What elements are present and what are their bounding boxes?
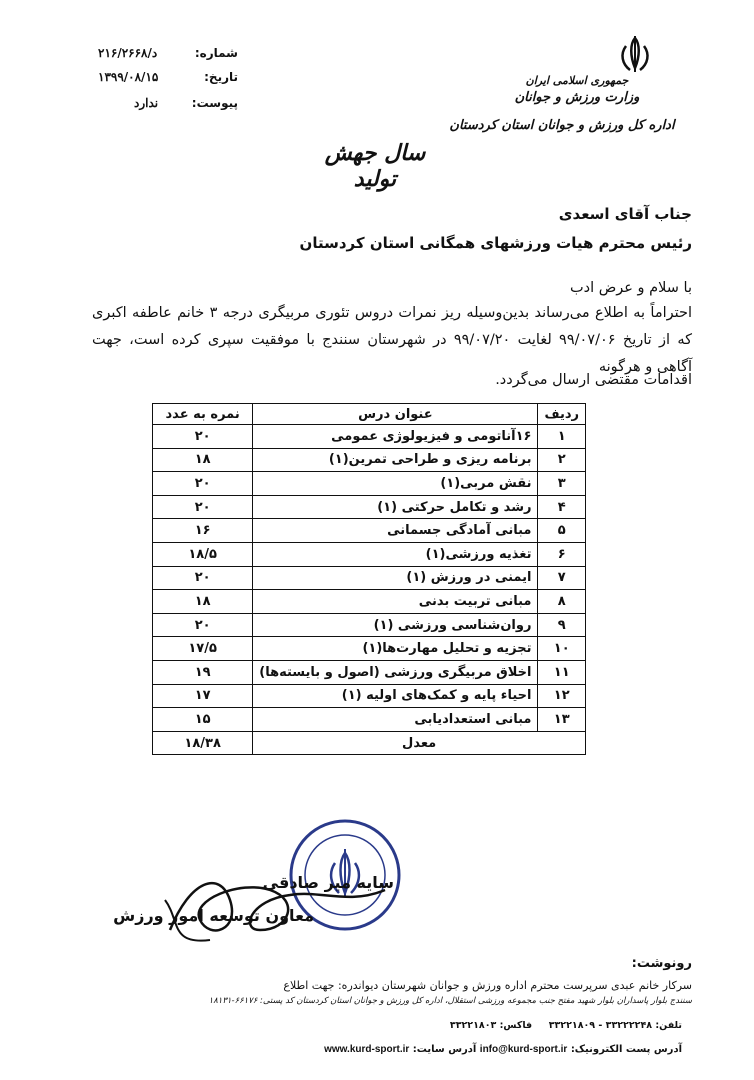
row-number: ۱۲ (538, 684, 586, 708)
row-number: ۲ (538, 448, 586, 472)
body-paragraph: احتراماً به اطلاع می‌رساند بدین‌وسیله ریز نمرات دروس تئوری مربیگری درجه ۳ خانم عاطفه اکبری که از تاریخ ۹۹/۰۷/۰۶ لغایت ۹۹/۰۷/۲۰ در شهرستان سنندج با موفقیت سپری کرده است، جهت آگاهی و هرگونه (92, 305, 692, 375)
average-value: ۱۸/۳۸ (153, 731, 253, 755)
row-number: ۳ (538, 472, 586, 496)
table-row (153, 708, 586, 732)
table-row (153, 448, 586, 472)
signer-title: معاون توسعه امور ورزش (113, 906, 314, 925)
course-score: ۱۸/۵ (153, 542, 253, 566)
row-number: ۸ (538, 590, 586, 614)
row-number: ۴ (538, 495, 586, 519)
footer-phone: تلفن: ۳۳۲۲۲۲۴۸ - ۳۳۲۲۱۸۰۹ (548, 1020, 682, 1031)
average-label: معدل (253, 731, 586, 755)
row-number: ۵ (538, 519, 586, 543)
year-slogan: سال جهش تولید (324, 140, 426, 192)
attachment-value: ندارد (134, 96, 159, 110)
row-number: ۱۳ (538, 708, 586, 732)
body-closing: اقدامات مقتضی ارسال می‌گردد. (495, 372, 692, 388)
row-number: ۷ (538, 566, 586, 590)
table-row (153, 613, 586, 637)
signer-name: سایه میر صادقی (262, 873, 394, 892)
course-score: ۱۶ (153, 519, 253, 543)
table-row (153, 637, 586, 661)
date-value: ۱۳۹۹/۰۸/۱۵ (98, 70, 159, 84)
course-title: تغذیه ورزشی(۱) (253, 542, 538, 566)
iran-emblem-icon (600, 34, 670, 74)
date-label: تاریخ: (204, 70, 238, 84)
row-number: ۱۱ (538, 660, 586, 684)
table-row (153, 425, 586, 449)
course-title: احیاء پایه و کمک‌های اولیه (۱) (253, 684, 538, 708)
table-row (153, 519, 586, 543)
course-score: ۲۰ (153, 566, 253, 590)
table-row (153, 542, 586, 566)
addressee-name: جناب آقای اسعدی (558, 205, 692, 223)
table-row (153, 684, 586, 708)
greeting: با سلام و عرض ادب (570, 280, 692, 296)
site-label: آدرس سایت: (412, 1044, 477, 1055)
email-label: آدرس پست الکترونیک: (570, 1044, 682, 1055)
course-score: ۱۷ (153, 684, 253, 708)
table-header-row (153, 404, 586, 425)
course-score: ۱۷/۵ (153, 637, 253, 661)
course-score: ۱۸ (153, 590, 253, 614)
course-title: مبانی تربیت بدنی (253, 590, 538, 614)
row-number: ۶ (538, 542, 586, 566)
table-row (153, 660, 586, 684)
grades-table (152, 403, 586, 755)
number-value: د/۲۱۶/۲۶۶۸ (98, 46, 158, 60)
table-row (153, 590, 586, 614)
table-row (153, 566, 586, 590)
course-title: مبانی آمادگی جسمانی (253, 519, 538, 543)
org-line-department: اداره کل ورزش و جوانان استان کردستان (449, 118, 675, 133)
addressee-title: رئیس محترم هیات ورزشهای همگانی استان کردستان (299, 234, 692, 252)
footer-web (324, 1044, 682, 1055)
site-link[interactable]: www.kurd-sport.ir (324, 1044, 410, 1055)
course-title: تجزیه و تحلیل مهارت‌ها(۱) (253, 637, 538, 661)
postal-address: سنندج بلوار پاسداران بلوار شهید مفتح جنب مجموعه ورزشی استقلال، اداره کل ورزش و جوانان استان کردستان کد پستی: ۶۶۱۷۶-۱۸۱۳۱ (208, 996, 692, 1006)
course-score: ۲۰ (153, 613, 253, 637)
course-title: روان‌شناسی ورزشی (۱) (253, 613, 538, 637)
number-label: شماره: (194, 46, 238, 60)
course-title: ایمنی در ورزش (۱) (253, 566, 538, 590)
letter-attachment (98, 96, 238, 116)
header-row-number: ردیف (538, 404, 586, 425)
course-title: ۱۶آناتومی و فیزیولوژی عمومی (253, 425, 538, 449)
header-score: نمره به عدد (153, 404, 253, 425)
row-number: ۱۰ (538, 637, 586, 661)
course-score: ۱۵ (153, 708, 253, 732)
footer-contact (450, 1020, 682, 1031)
course-title: اخلاق مربیگری ورزشی (اصول و بایسته‌ها) (253, 660, 538, 684)
course-score: ۱۸ (153, 448, 253, 472)
email-link[interactable]: info@kurd-sport.ir (479, 1044, 568, 1055)
attachment-label: پیوست: (191, 96, 238, 110)
course-score: ۲۰ (153, 495, 253, 519)
cc-label: رونوشت: (631, 956, 692, 971)
course-title: برنامه ریزی و طراحی تمرین(۱) (253, 448, 538, 472)
letter-date (98, 70, 238, 90)
org-line-ministry: وزارت ورزش و جوانان (514, 90, 640, 105)
course-title: مبانی استعدادیابی (253, 708, 538, 732)
average-row (153, 731, 586, 755)
header-course-title: عنوان درس (253, 404, 538, 425)
cc-recipient: سرکار خانم عبدی سرپرست محترم اداره ورزش و جوانان شهرستان دیواندره: جهت اطلاع (283, 979, 692, 992)
table-row (153, 495, 586, 519)
course-score: ۲۰ (153, 425, 253, 449)
course-title: رشد و تکامل حرکتی (۱) (253, 495, 538, 519)
course-title: نقش مربی(۱) (253, 472, 538, 496)
footer-fax: فاکس: ۳۳۲۲۱۸۰۳ (449, 1020, 533, 1031)
row-number: ۹ (538, 613, 586, 637)
org-line-country: جمهوری اسلامی ایران (525, 74, 629, 87)
course-score: ۲۰ (153, 472, 253, 496)
course-score: ۱۹ (153, 660, 253, 684)
table-row (153, 472, 586, 496)
letter-number (98, 46, 238, 66)
row-number: ۱ (538, 425, 586, 449)
